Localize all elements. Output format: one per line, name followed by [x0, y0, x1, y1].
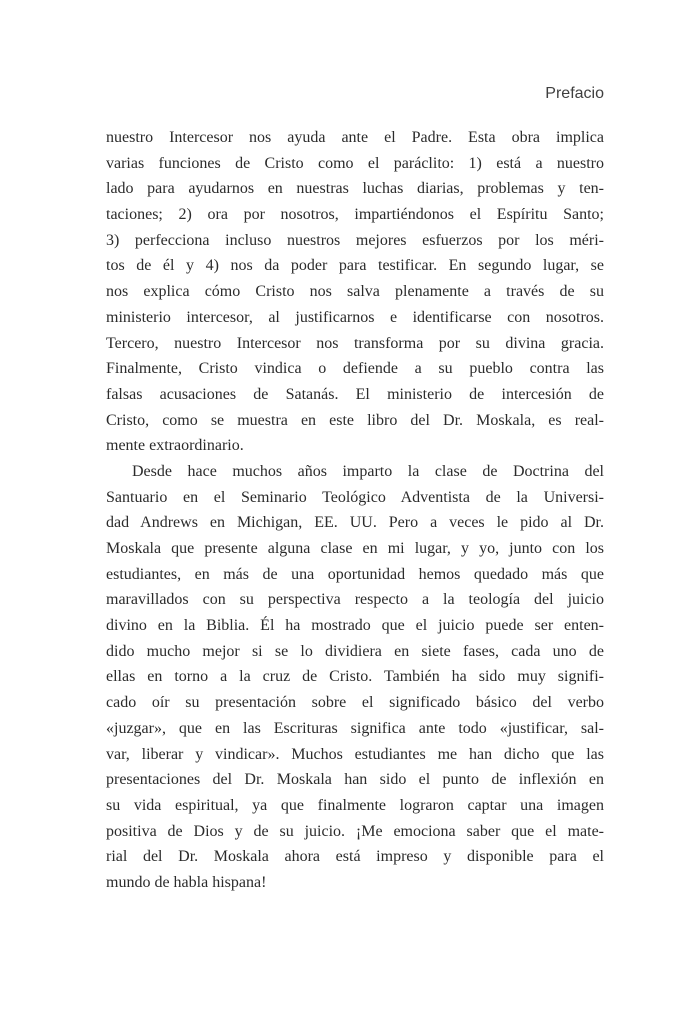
- text-line: estudiantes, en más de una oportunidad hemos quedado más que: [106, 565, 604, 583]
- text-line: divino en la Biblia. Él ha mostrado que el juicio puede ser enten-: [106, 617, 604, 635]
- text-line: var, liberar y vindicar». Muchos estudiantes me han dicho que las: [106, 745, 604, 763]
- text-line: lado para ayudarnos en nuestras luchas diarias, problemas y ten-: [106, 180, 604, 198]
- text-line: «juzgar», que en las Escrituras significa ante todo «justificar, sal-: [106, 719, 604, 737]
- text-line: nuestro Intercesor nos ayuda ante el Padre. Esta obra implica: [106, 129, 604, 146]
- text-line: varias funciones de Cristo como el paráclito: 1) está a nuestro: [106, 154, 604, 172]
- text-line: 3) perfecciona incluso nuestros mejores esfuerzos por los méri-: [106, 231, 604, 249]
- text-line: Tercero, nuestro Intercesor nos transforma por su divina gracia.: [106, 334, 604, 352]
- text-line: tos de él y 4) nos da poder para testificar. En segundo lugar, se: [106, 257, 604, 275]
- text-line: nos explica cómo Cristo nos salva plenamente a través de su: [106, 283, 604, 301]
- text-line: Cristo, como se muestra en este libro del Dr. Moskala, es real-: [106, 411, 604, 429]
- text-line: dad Andrews en Michigan, EE. UU. Pero a veces le pido al Dr.: [106, 514, 604, 532]
- text-line: positiva de Dios y de su juicio. ¡Me emociona saber que el mate-: [106, 822, 604, 840]
- text-line: cado oír su presentación sobre el significado básico del verbo: [106, 694, 604, 712]
- text-line: Finalmente, Cristo vindica o defiende a su pueblo contra las: [106, 360, 604, 378]
- running-head: Prefacio: [545, 85, 604, 102]
- text-line: falsas acusaciones de Satanás. El ministerio de intercesión de: [106, 385, 604, 403]
- text-line: ellas en torno a la cruz de Cristo. También ha sido muy signifi-: [106, 668, 604, 686]
- text-line: Santuario en el Seminario Teológico Adventista de la Universi-: [106, 488, 604, 506]
- text-line: mente extraordinario.: [106, 437, 244, 455]
- text-line: su vida espiritual, ya que finalmente lograron captar una imagen: [106, 796, 604, 814]
- text-line: maravillados con su perspectiva respecto a la teología del juicio: [106, 591, 604, 609]
- text-line: taciones; 2) ora por nosotros, impartiéndonos el Espíritu Santo;: [106, 206, 604, 224]
- text-line: presentaciones del Dr. Moskala han sido el punto de inflexión en: [106, 771, 604, 789]
- text-line: Moskala que presente alguna clase en mi lugar, y yo, junto con los: [106, 540, 604, 557]
- text-line: Desde hace muchos años imparto la clase de Doctrina del: [132, 462, 604, 480]
- text-line: ministerio intercesor, al justificarnos e identificarse con nosotros.: [106, 308, 604, 326]
- text-line: rial del Dr. Moskala ahora está impreso y disponible para el: [106, 848, 604, 866]
- text-block: [106, 125, 604, 896]
- text-line: dido mucho mejor si se lo dividiera en siete fases, cada uno de: [106, 642, 604, 660]
- text-line: mundo de habla hispana!: [106, 873, 267, 891]
